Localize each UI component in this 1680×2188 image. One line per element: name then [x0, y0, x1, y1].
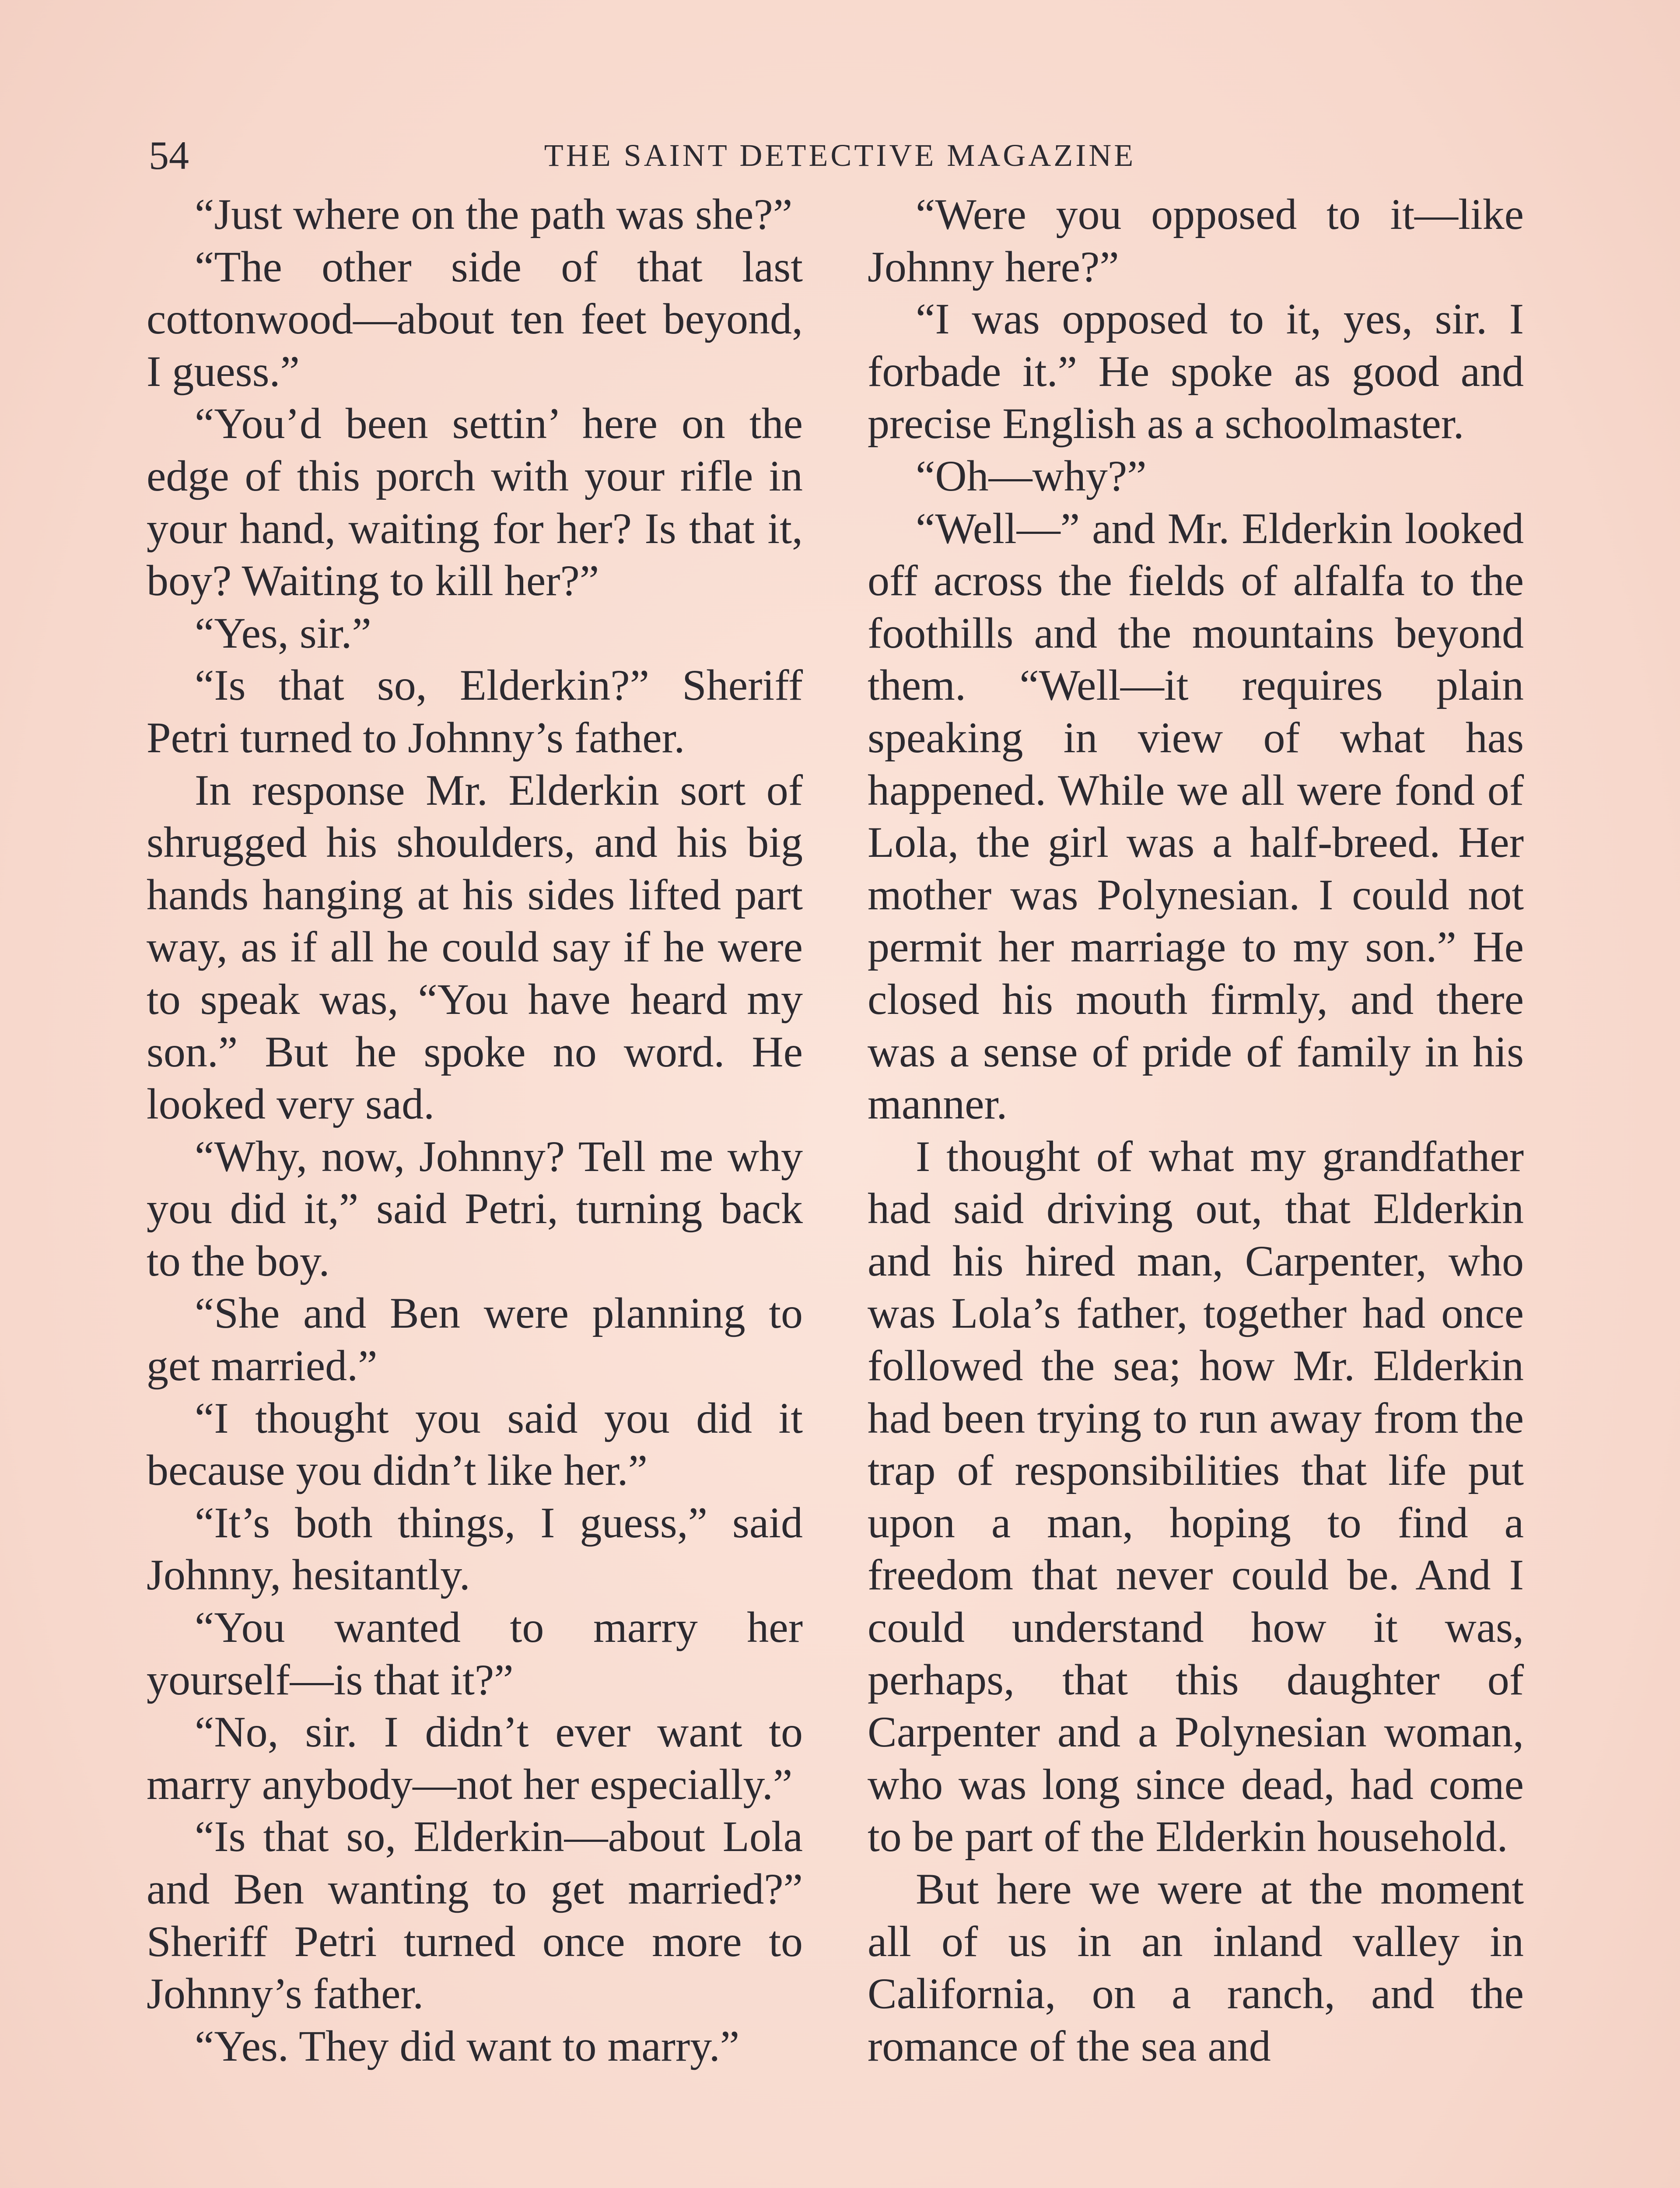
page-header	[149, 131, 1531, 179]
paragraph: But here we were at the moment all of us in an inland valley in California, on a ranch, and the romance of the sea and	[868, 1865, 1524, 2070]
paragraph: “I thought you said you did it because you didn’t like her.”	[147, 1393, 803, 1495]
paragraph: “She and Ben were planning to get married.”	[147, 1289, 803, 1390]
paragraph: “Why, now, Johnny? Tell me why you did it,” said Petri, turning back to the boy.	[147, 1132, 803, 1285]
paragraph: In response Mr. Elderkin sort of shrugged his shoulders, and his big hands hanging at his sides lifted part way, as if all he could say if he were to speak was, “You have heard my son.” But he spoke no word. He looked very sad.	[147, 765, 803, 1129]
paragraph: “You’d been settin’ here on the edge of this porch with your rifle in your hand, waiting for her? Is that it, boy? Waiting to kill her?”	[147, 399, 803, 605]
left-column	[147, 188, 803, 2072]
page-number: 54	[149, 133, 189, 178]
running-title: THE SAINT DETECTIVE MAGAZINE	[544, 138, 1136, 173]
paragraph: “No, sir. I didn’t ever want to marry anybody—not her especially.”	[147, 1708, 803, 1809]
paragraph: “The other side of that last cottonwood—about ten feet beyond, I guess.”	[147, 242, 803, 396]
paragraph: “Well—” and Mr. Elderkin looked off across the fields of alfalfa to the foothills and the mountains beyond them. “Well—it requires plain speaking in view of what has happened. While we all were fond of Lola, the girl was a half-breed. Her mother was Polynesian. I could not permit her marriage to my son.” He closed his mouth firmly, and there was a sense of pride of family in his manner.	[868, 504, 1524, 1129]
paragraph: “Were you opposed to it—like Johnny here?”	[868, 190, 1524, 291]
paragraph: “Is that so, Elderkin—about Lola and Ben wanting to get married?” Sheriff Petri turned once more to Johnny’s father.	[147, 1812, 803, 2018]
paragraph: “I was opposed to it, yes, sir. I forbade it.” He spoke as good and precise English as a schoolmaster.	[868, 295, 1524, 448]
paragraph: “Oh—why?”	[916, 451, 1147, 500]
paragraph: “Yes, sir.”	[195, 608, 371, 657]
paragraph: “Yes. They did want to marry.”	[195, 2021, 740, 2070]
paragraph: “You wanted to marry her yourself—is that it?”	[147, 1603, 803, 1704]
paragraph: “It’s both things, I guess,” said Johnny, hesitantly.	[147, 1498, 803, 1599]
paragraph: “Just where on the path was she?”	[195, 190, 793, 238]
paragraph: “Is that so, Elderkin?” Sheriff Petri turned to Johnny’s father.	[147, 661, 803, 762]
paragraph: I thought of what my grandfather had said driving out, that Elderkin and his hired man, Carpenter, who was Lola’s father, together had once followed the sea; how Mr. Elderkin had been trying to run away from the trap of responsibilities that life put upon a man, hoping to find a freedom that never could be. And I could understand how it was, perhaps, that this daughter of Carpenter and a Polynesian woman, who was long since dead, had come to be part of the Elderkin household.	[868, 1132, 1524, 1861]
right-column	[868, 188, 1524, 2072]
